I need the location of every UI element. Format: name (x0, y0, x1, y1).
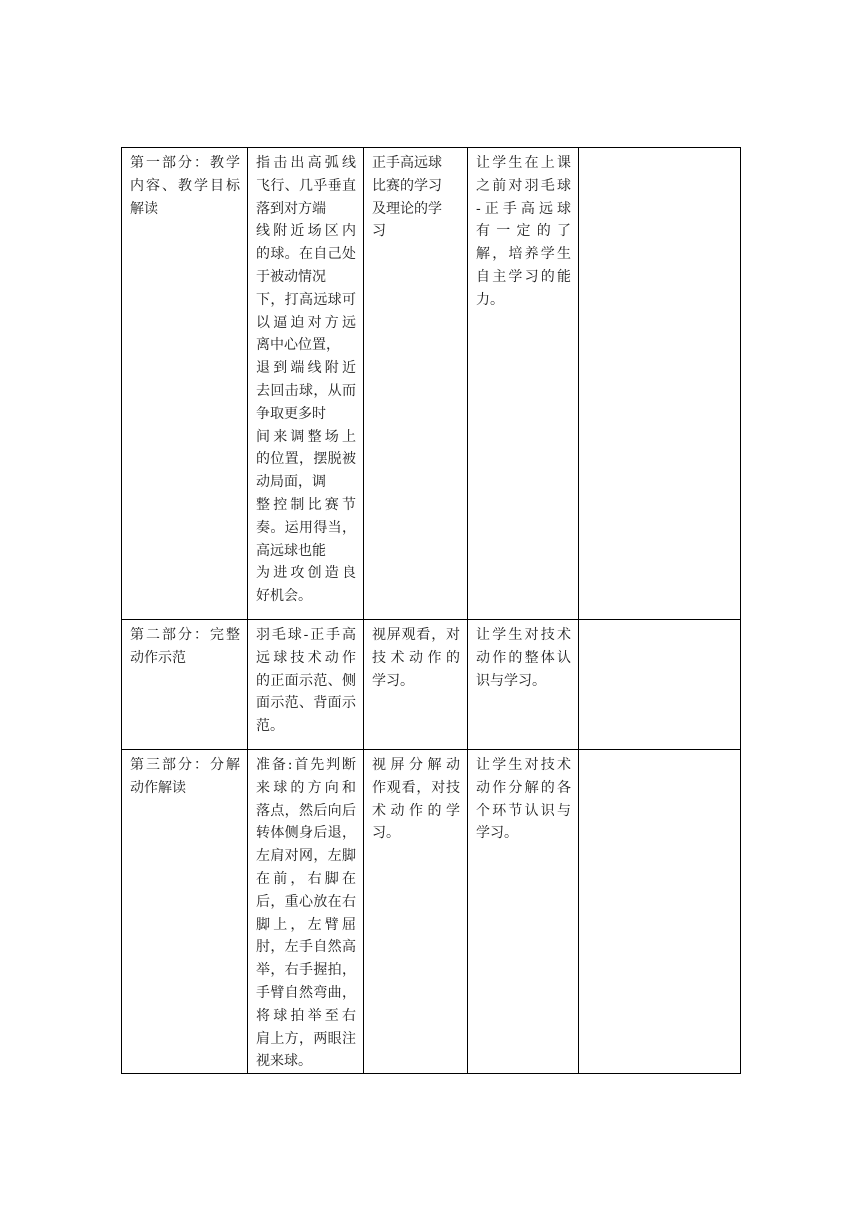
section-line: 第二部分：完整 (130, 627, 240, 643)
purpose-line: 个环节认识与 (476, 802, 571, 819)
content-line: 手臂自然弯曲， (256, 984, 356, 1001)
section-cell (122, 148, 248, 620)
content-line: 指击出高弧线 (256, 155, 356, 171)
content-line: 的位置，摆脱被 (256, 451, 356, 468)
content-line: 退到端线附近 (256, 360, 356, 377)
student-activity-cell (364, 750, 468, 1074)
section-line: 动作解读 (130, 779, 186, 796)
student-line: 习 (372, 223, 386, 240)
student-line: 学习。 (372, 672, 414, 689)
content-line: 在前，右脚在 (256, 870, 356, 887)
section-cell (122, 750, 248, 1074)
purpose-line: 力。 (476, 291, 504, 308)
section-line: 内容、教学目标 (130, 177, 240, 194)
section-cell (122, 620, 248, 750)
content-line: 范。 (256, 718, 284, 735)
purpose-line: 有一定的了 (476, 223, 571, 240)
content-line: 来球的方向和 (256, 779, 356, 796)
content-line: 线附近场区内 (256, 223, 356, 240)
content-line: 后，重心放在右 (256, 893, 356, 910)
student-line: 正手高远球 (372, 155, 442, 171)
purpose-line: 解，培养学生 (476, 246, 571, 263)
content-line: 于被动情况 (256, 268, 326, 285)
table-row (122, 148, 741, 620)
purpose-cell (468, 750, 579, 1074)
table-row (122, 620, 741, 750)
student-line: 作观看，对技 (372, 779, 460, 796)
student-activity-cell (364, 620, 468, 750)
purpose-line: 让学生对技术 (476, 627, 571, 643)
student-line: 技术动作的 (372, 649, 460, 666)
content-line: 的正面示范、侧 (256, 672, 356, 689)
lesson-plan-table (121, 147, 741, 1074)
student-line: 比赛的学习 (372, 177, 442, 194)
purpose-line: 让学生在上课 (476, 155, 571, 171)
content-line: 奏。运用得当， (256, 519, 356, 536)
purpose-line: 识与学习。 (476, 672, 546, 689)
content-line: 脚上，左臂屈 (256, 916, 356, 933)
content-line: 羽毛球-正手高 (256, 627, 356, 643)
section-line: 动作示范 (130, 649, 186, 666)
content-line: 以逼迫对方远 (256, 314, 356, 331)
content-line: 面示范、背面示 (256, 695, 356, 712)
section-line: 第三部分：分解 (130, 757, 240, 773)
content-line: 转体侧身后退， (256, 825, 356, 842)
purpose-cell (468, 620, 579, 750)
content-line: 远球技术动作 (256, 649, 356, 666)
content-line: 离中心位置， (256, 337, 340, 354)
section-line: 第一部分：教学 (130, 155, 240, 171)
purpose-line: 自主学习的能 (476, 268, 571, 285)
table-row (122, 750, 741, 1074)
content-line: 视来球。 (256, 1053, 312, 1070)
content-line: 为进攻创造良 (256, 565, 356, 582)
purpose-line: 让学生对技术 (476, 757, 571, 773)
content-line: 落点，然后向后 (256, 802, 356, 819)
note-cell (579, 148, 741, 620)
content-line: 争取更多时 (256, 405, 326, 422)
student-line: 视屏观看，对 (372, 627, 460, 643)
content-line: 飞行、几乎垂直 (256, 177, 356, 194)
content-cell (248, 620, 364, 750)
student-activity-cell (364, 148, 468, 620)
section-line: 解读 (130, 200, 158, 217)
purpose-line: 学习。 (476, 825, 518, 842)
content-line: 下，打高远球可 (256, 291, 356, 308)
content-line: 去回击球，从而 (256, 382, 356, 399)
content-line: 将球拍举至右 (256, 1007, 356, 1024)
note-cell (579, 620, 741, 750)
content-line: 整控制比赛节 (256, 496, 356, 513)
note-cell (579, 750, 741, 1074)
content-line: 间来调整场上 (256, 428, 356, 445)
content-line: 肘，左手自然高 (256, 939, 356, 956)
content-line: 举，右手握拍， (256, 962, 356, 979)
content-line: 落到对方端 (256, 200, 326, 217)
purpose-line: 动作的整体认 (476, 649, 571, 666)
student-line: 及理论的学 (372, 200, 442, 217)
content-line: 准备:首先判断 (256, 757, 356, 773)
purpose-line: -正手高远球 (476, 200, 571, 217)
content-cell (248, 148, 364, 620)
content-line: 动局面，调 (256, 474, 326, 491)
student-line: 术动作的学 (372, 802, 460, 819)
content-line: 肩上方，两眼注 (256, 1030, 356, 1047)
content-line: 高远球也能 (256, 542, 326, 559)
content-line: 的球。在自己处 (256, 246, 356, 263)
content-line: 好机会。 (256, 588, 312, 605)
purpose-cell (468, 148, 579, 620)
content-line: 左肩对网，左脚 (256, 848, 356, 865)
purpose-line: 之前对羽毛球 (476, 177, 571, 194)
content-cell (248, 750, 364, 1074)
student-line: 视屏分解动 (372, 757, 460, 773)
student-line: 习。 (372, 825, 400, 842)
purpose-line: 动作分解的各 (476, 779, 571, 796)
